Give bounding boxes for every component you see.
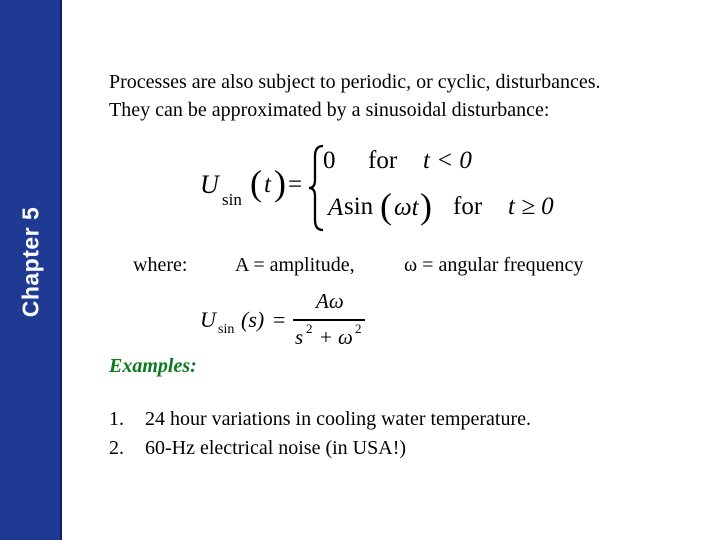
eq2-denominator-s: s — [295, 325, 304, 349]
intro-text — [109, 68, 709, 124]
eq2-denominator-plus: + — [320, 325, 332, 349]
eq1-case2-open-paren: ( — [380, 186, 392, 226]
chapter-sidebar — [0, 0, 62, 540]
eq2-denominator-omega: ω — [338, 325, 353, 349]
eq1-case1-word: for — [368, 147, 398, 174]
list-item-number: 1. — [109, 408, 124, 430]
list-item — [109, 434, 531, 463]
eq1-lhs-subscript: sin — [222, 190, 242, 209]
eq1-lhs-open-paren: ( — [250, 163, 262, 203]
where-amplitude: A = amplitude, — [235, 254, 355, 276]
eq2-equals: = — [273, 307, 286, 332]
piecewise-equation — [198, 140, 568, 235]
eq2-denominator-omega-power: 2 — [355, 321, 362, 336]
intro-line-2: They can be approximated by a sinusoidal disturbance: — [109, 99, 550, 121]
laplace-equation — [198, 285, 378, 355]
eq1-lhs-close-paren: ) — [274, 163, 286, 203]
eq1-case2-close-paren: ) — [420, 186, 432, 226]
eq1-case1-condition: t < 0 — [423, 147, 472, 174]
where-label: where: — [133, 254, 188, 276]
eq1-case2-arg: ωt — [394, 194, 419, 221]
eq1-case2-word: for — [453, 193, 483, 220]
eq2-lhs-arg: (s) — [241, 307, 265, 332]
list-item-text: 60-Hz electrical noise (in USA!) — [145, 437, 407, 459]
eq2-lhs-symbol: U — [200, 307, 216, 332]
eq1-case2-func: sin — [344, 193, 374, 220]
examples-heading: Examples: — [109, 355, 197, 377]
eq1-equals: = — [288, 171, 303, 198]
example-list — [109, 405, 531, 463]
eq1-lhs-symbol: U — [200, 170, 219, 199]
intro-line-1: Processes are also subject to periodic, or cyclic, disturbances. — [109, 71, 601, 93]
list-item-number: 2. — [109, 437, 124, 459]
where-frequency: ω = angular frequency — [404, 254, 584, 276]
sidebar-divider — [60, 0, 62, 540]
list-item-text: 24 hour variations in cooling water temperature. — [145, 408, 531, 430]
eq1-case1-value: 0 — [323, 147, 336, 174]
eq1-lhs-arg: t — [264, 171, 271, 198]
eq1-case2-amp: A — [328, 194, 344, 221]
eq1-case2-condition: t ≥ 0 — [508, 193, 554, 220]
eq2-denominator-s-power: 2 — [306, 321, 313, 336]
eq2-numerator: Aω — [316, 289, 344, 313]
chapter-label: Chapter 5 — [17, 206, 44, 318]
eq2-lhs-subscript: sin — [218, 322, 235, 337]
list-item — [109, 405, 531, 434]
